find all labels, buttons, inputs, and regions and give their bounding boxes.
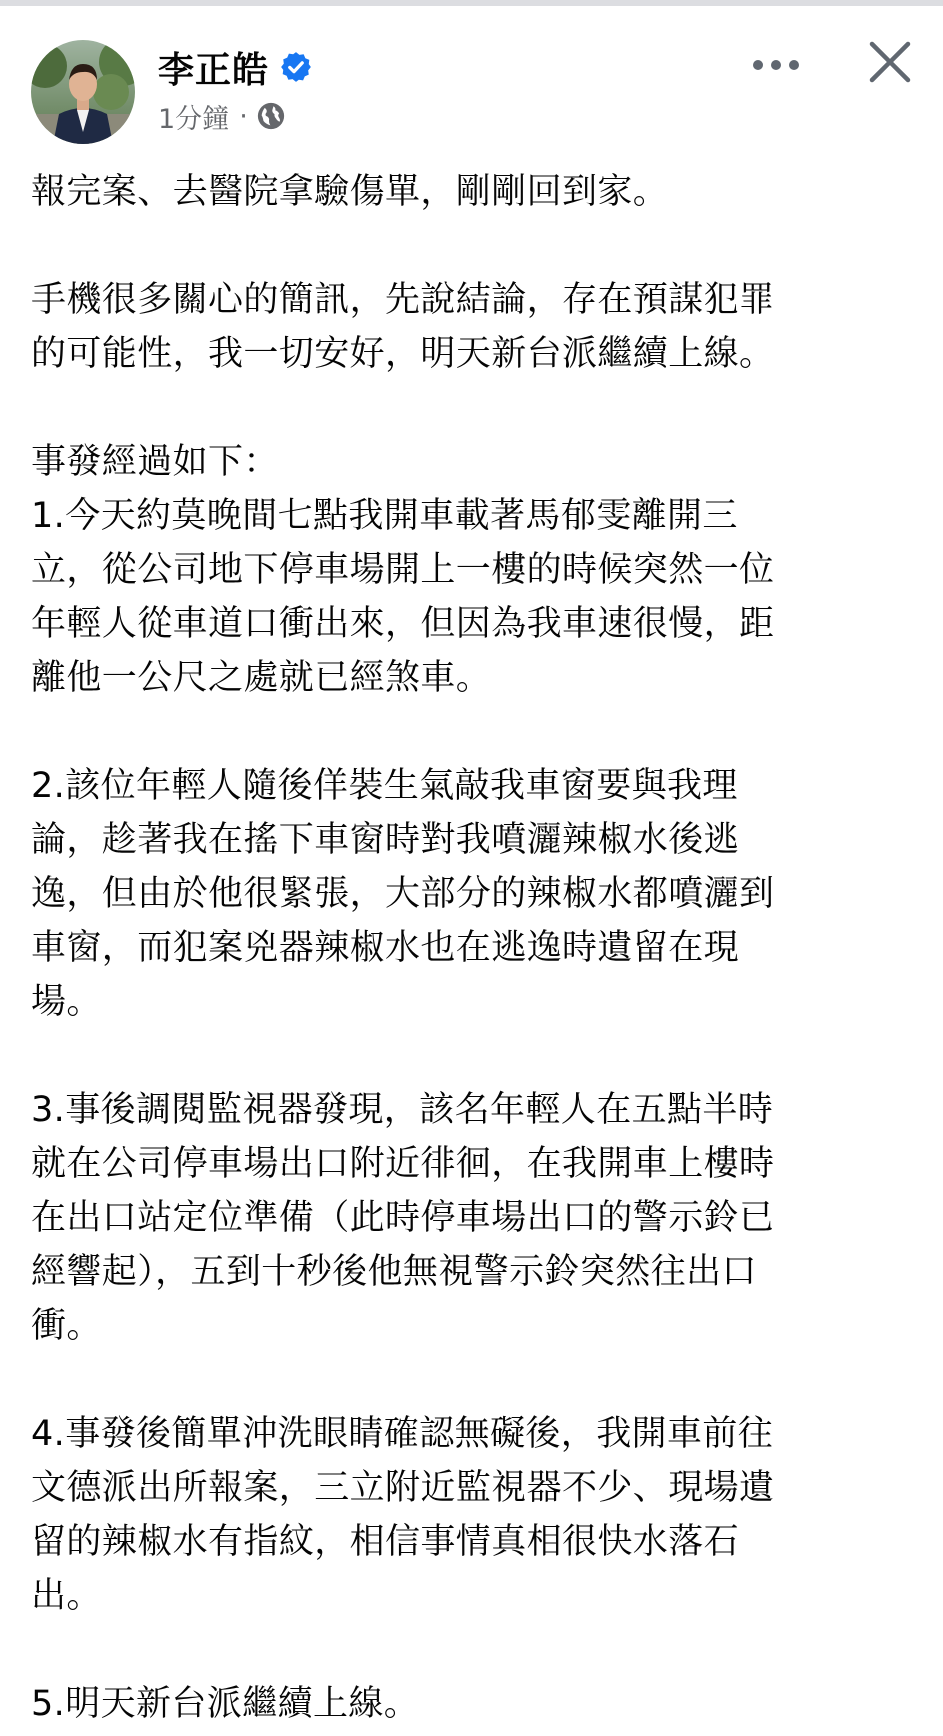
more-options-button[interactable]	[746, 40, 806, 90]
post-paragraph	[31, 435, 917, 705]
post-text-line: 報完案、去醫院拿驗傷單，剛剛回到家。	[31, 172, 669, 212]
post-text-line: 5.明天新台派繼續上線。	[31, 1684, 420, 1724]
post-text-line: 手機很多關心的簡訊，先說結論，存在預謀犯罪	[31, 280, 775, 320]
post-text-line: 就在公司停車場出口附近徘徊，在我開車上樓時	[31, 1144, 775, 1184]
post-paragraph	[31, 1407, 917, 1623]
avatar[interactable]	[31, 40, 135, 144]
more-options-icon	[751, 58, 801, 72]
post-text-line: 論，趁著我在搖下車窗時對我噴灑辣椒水後逃	[31, 820, 740, 860]
post-paragraph	[31, 165, 917, 219]
post-text-line: 車窗，而犯案兇器辣椒水也在逃逸時遺留在現	[31, 928, 740, 968]
post-text-line: 年輕人從車道口衝出來，但因為我車速很慢，距	[31, 604, 775, 644]
post-text-line: 事發經過如下：	[31, 442, 279, 482]
post-timestamp[interactable]: 1分鐘	[158, 103, 230, 135]
post-text-line: 出。	[31, 1576, 102, 1616]
post-paragraph	[31, 273, 917, 381]
post-text-line: 衝。	[31, 1306, 102, 1346]
post-text-line: 4.事發後簡單沖洗眼睛確認無礙後，我開車前往	[31, 1414, 774, 1454]
post-text-line: 3.事後調閱監視器發現，該名年輕人在五點半時	[31, 1090, 774, 1130]
post-text-line: 2.該位年輕人隨後佯裝生氣敲我車窗要與我理	[31, 766, 738, 806]
post-text-line: 在出口站定位準備（此時停車場出口的警示鈴已	[31, 1198, 775, 1238]
post-text-line: 留的辣椒水有指紋，相信事情真相很快水落石	[31, 1522, 740, 1562]
post-text-line: 的可能性，我一切安好，明天新台派繼續上線。	[31, 334, 775, 374]
post-text-line: 文德派出所報案，三立附近監視器不少、現場遺	[31, 1468, 775, 1508]
author-name[interactable]: 李正皓	[158, 49, 270, 91]
post-paragraph	[31, 1083, 917, 1353]
post-header	[0, 6, 943, 146]
post-text-line: 經響起），五到十秒後他無視警示鈴突然往出口	[31, 1252, 757, 1292]
globe-icon[interactable]	[256, 101, 286, 131]
post-text-line: 場。	[31, 982, 102, 1022]
post-paragraph	[31, 1677, 917, 1731]
meta-separator: ·	[239, 100, 248, 132]
post-text-line: 1.今天約莫晚間七點我開車載著馬郁雯離開三	[31, 496, 738, 536]
close-icon	[868, 40, 912, 84]
post-paragraph	[31, 759, 917, 1029]
post-text	[31, 165, 917, 1731]
post-meta	[158, 96, 286, 136]
post-text-line: 離他一公尺之處就已經煞車。	[31, 658, 492, 698]
verified-badge-icon	[279, 50, 313, 84]
author-row	[158, 42, 313, 92]
close-button[interactable]	[862, 34, 918, 90]
post-text-line: 立，從公司地下停車場開上一樓的時候突然一位	[31, 550, 775, 590]
post-text-line: 逸，但由於他很緊張，大部分的辣椒水都噴灑到	[31, 874, 775, 914]
